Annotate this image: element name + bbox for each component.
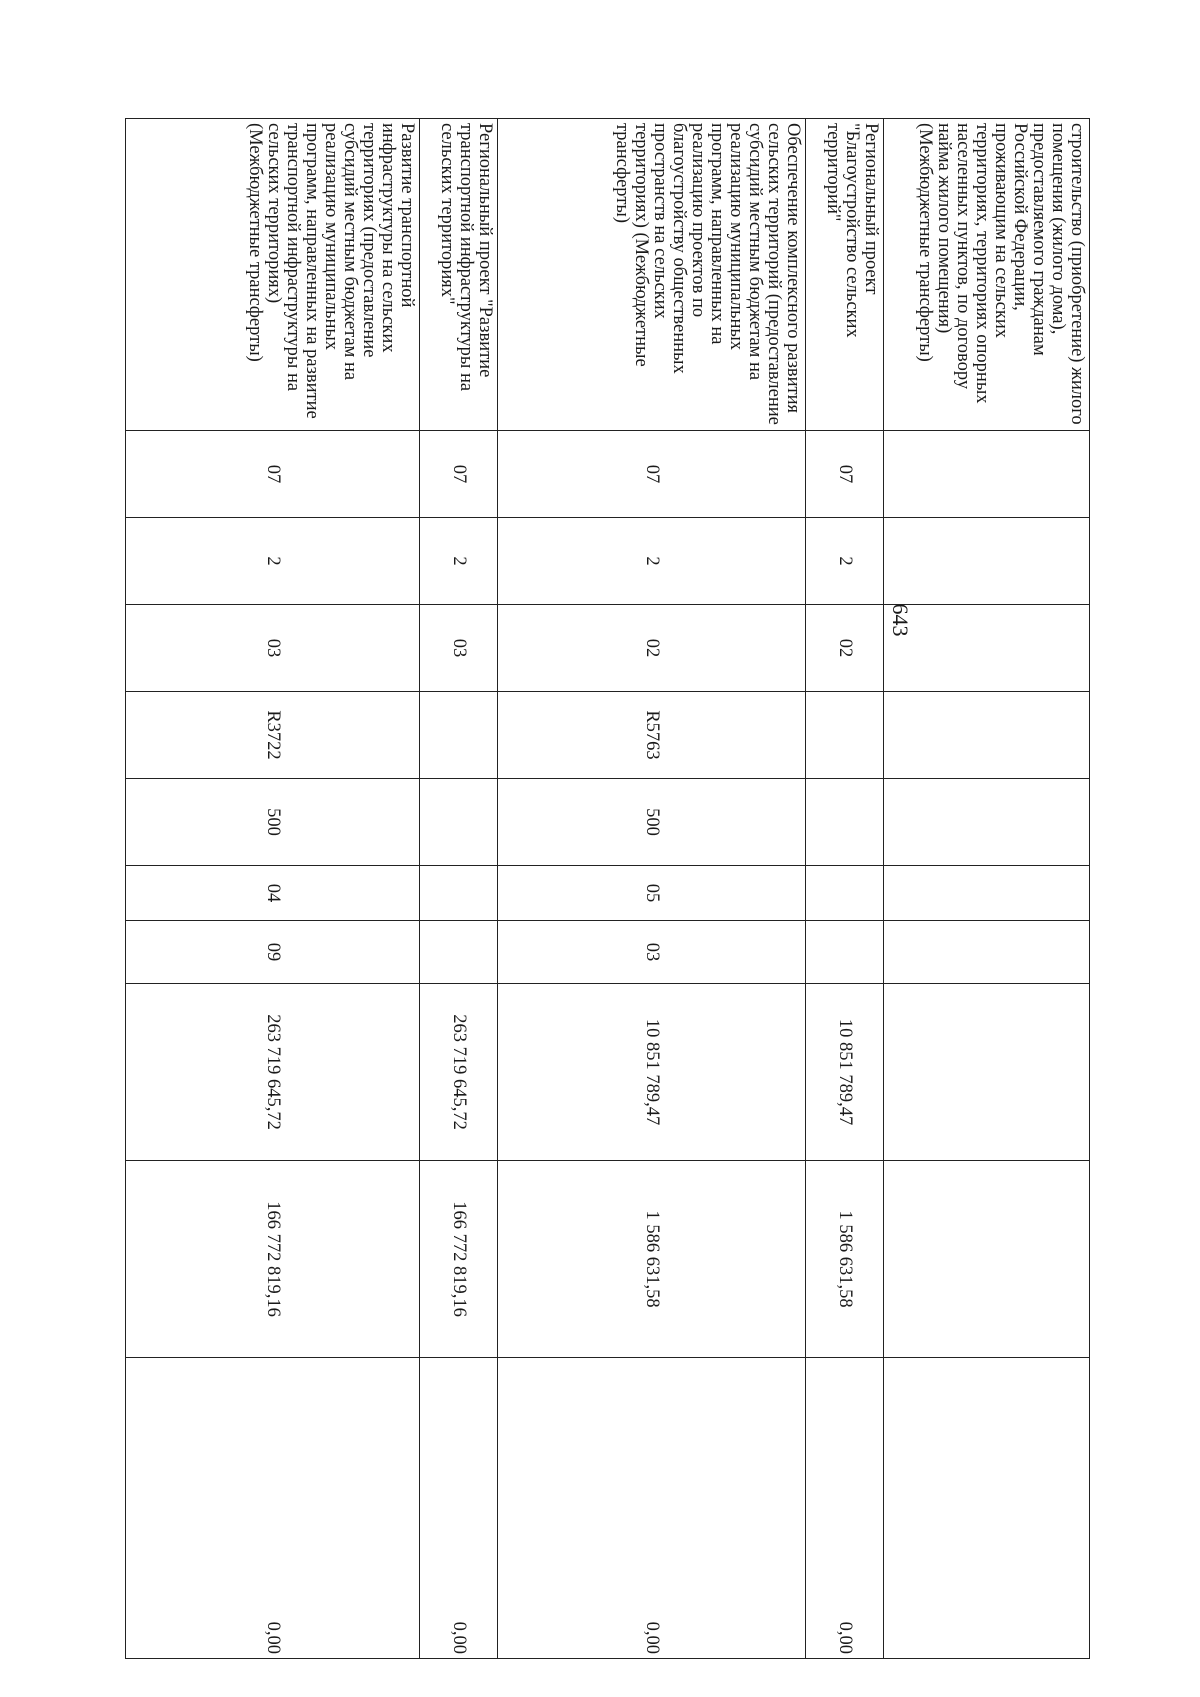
pr-code (806, 921, 884, 984)
row-name: строительство (приобретение) жилого помещения (жилого дома), предоставляемого гражданам Российской Федерации, проживающим на сельских территориях, территориях опорных населенных пунктов, по договору найма жилого помещения) (Межбюджетные трансферты) (884, 119, 1090, 431)
pr-code (420, 921, 498, 984)
amount-1: 263 719 645,72 (420, 984, 498, 1161)
ministry-code: 07 (420, 431, 498, 518)
section-code (884, 518, 1090, 605)
rz-code (806, 866, 884, 921)
expense-type-code (806, 779, 884, 866)
amount-2: 166 772 819,16 (126, 1161, 420, 1358)
rotated-table-wrapper (126, 118, 1090, 1658)
target-code (420, 692, 498, 779)
section-code: 2 (498, 518, 806, 605)
ministry-code: 07 (806, 431, 884, 518)
subsection-code: 03 (126, 605, 420, 692)
table-row (498, 119, 806, 1659)
amount-1: 10 851 789,47 (498, 984, 806, 1161)
expense-type-code (884, 779, 1090, 866)
amount-2 (884, 1161, 1090, 1358)
budget-table (125, 118, 1090, 1659)
target-code (884, 692, 1090, 779)
subsection-code: 02 (806, 605, 884, 692)
ministry-code: 07 (498, 431, 806, 518)
section-code: 2 (420, 518, 498, 605)
pr-code (884, 921, 1090, 984)
rz-code: 04 (126, 866, 420, 921)
target-code: R3722 (126, 692, 420, 779)
expense-type-code: 500 (498, 779, 806, 866)
amount-3: 0,00 (806, 1358, 884, 1659)
expense-type-code: 500 (126, 779, 420, 866)
target-code: R5763 (498, 692, 806, 779)
amount-3: 0,00 (420, 1358, 498, 1659)
amount-2: 166 772 819,16 (420, 1161, 498, 1358)
expense-type-code (420, 779, 498, 866)
subsection-code (884, 605, 1090, 692)
table-row (126, 119, 420, 1659)
rz-code (420, 866, 498, 921)
table-row (884, 119, 1090, 1659)
page-number: 643 (888, 603, 913, 637)
amount-2: 1 586 631,58 (806, 1161, 884, 1358)
amount-1: 10 851 789,47 (806, 984, 884, 1161)
rz-code (884, 866, 1090, 921)
row-name: Региональный проект "Развитие транспортной инфраструктуры на сельских территориях" (420, 119, 498, 431)
pr-code: 03 (498, 921, 806, 984)
row-name: Обеспечение комплексного развития сельских территорий (предоставление субсидий местным бюджетам на реализацию муниципальных программ, направленных на реализацию проектов по благоустройству общественных пространств на сельских территориях) (Межбюджетные трансферты) (498, 119, 806, 431)
section-code: 2 (806, 518, 884, 605)
target-code (806, 692, 884, 779)
subsection-code: 02 (498, 605, 806, 692)
row-name: Региональный проект "Благоустройство сельских территорий" (806, 119, 884, 431)
row-name: Развитие транспортной инфраструктуры на сельских территориях (предоставление субсидий местным бюджетам на реализацию муниципальных программ, направленных на развитие транспортной инфраструктуры на сельских территориях) (Межбюджетные трансферты) (126, 119, 420, 431)
amount-1 (884, 984, 1090, 1161)
ministry-code: 07 (126, 431, 420, 518)
section-code: 2 (126, 518, 420, 605)
table-row (420, 119, 498, 1659)
amount-3: 0,00 (498, 1358, 806, 1659)
subsection-code: 03 (420, 605, 498, 692)
amount-3 (884, 1358, 1090, 1659)
table-row (806, 119, 884, 1659)
amount-1: 263 719 645,72 (126, 984, 420, 1161)
rz-code: 05 (498, 866, 806, 921)
pr-code: 09 (126, 921, 420, 984)
ministry-code (884, 431, 1090, 518)
amount-3: 0,00 (126, 1358, 420, 1659)
amount-2: 1 586 631,58 (498, 1161, 806, 1358)
